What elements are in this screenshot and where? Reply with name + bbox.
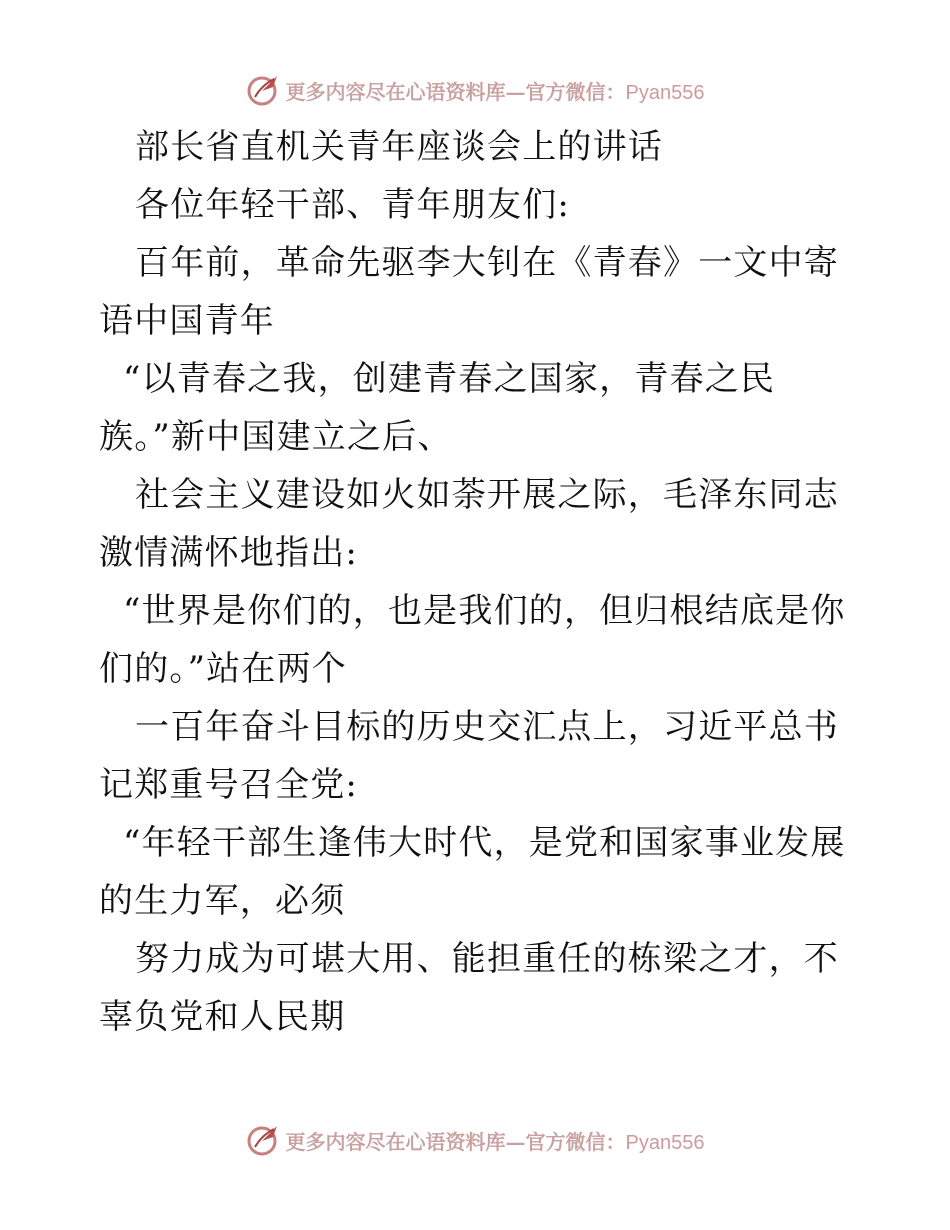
paragraph: 一百年奋斗目标的历史交汇点上，习近平总书记郑重号召全党: — [99, 707, 839, 805]
paragraph: “以青春之我，创建青春之国家，青春之民族。”新中国建立之后、 — [99, 359, 776, 457]
watermark-text: 更多内容尽在心语资料库—官方微信：Pyan556 — [285, 1129, 705, 1154]
quill-logo-icon — [246, 73, 280, 107]
watermark-text: 更多内容尽在心语资料库—官方微信：Pyan556 — [285, 79, 705, 104]
footer-watermark — [0, 1120, 950, 1160]
paragraph: “年轻干部生逢伟大时代，是党和国家事业发展的生力军，必须 — [99, 823, 846, 921]
paragraph: 各位年轻干部、青年朋友们: — [135, 185, 571, 225]
paragraph: 部长省直机关青年座谈会上的讲话 — [135, 127, 663, 167]
paragraph: 社会主义建设如火如荼开展之际，毛泽东同志激情满怀地指出: — [99, 475, 839, 573]
document-body — [99, 118, 859, 1046]
paragraph: “世界是你们的，也是我们的，但归根结底是你们的。”站在两个 — [99, 591, 846, 689]
header-watermark — [0, 70, 950, 110]
paragraph: 百年前，革命先驱李大钊在《青春》一文中寄语中国青年 — [99, 243, 839, 341]
quill-logo-icon — [246, 1123, 280, 1157]
paragraph: 努力成为可堪大用、能担重任的栋梁之才，不辜负党和人民期 — [99, 939, 839, 1037]
